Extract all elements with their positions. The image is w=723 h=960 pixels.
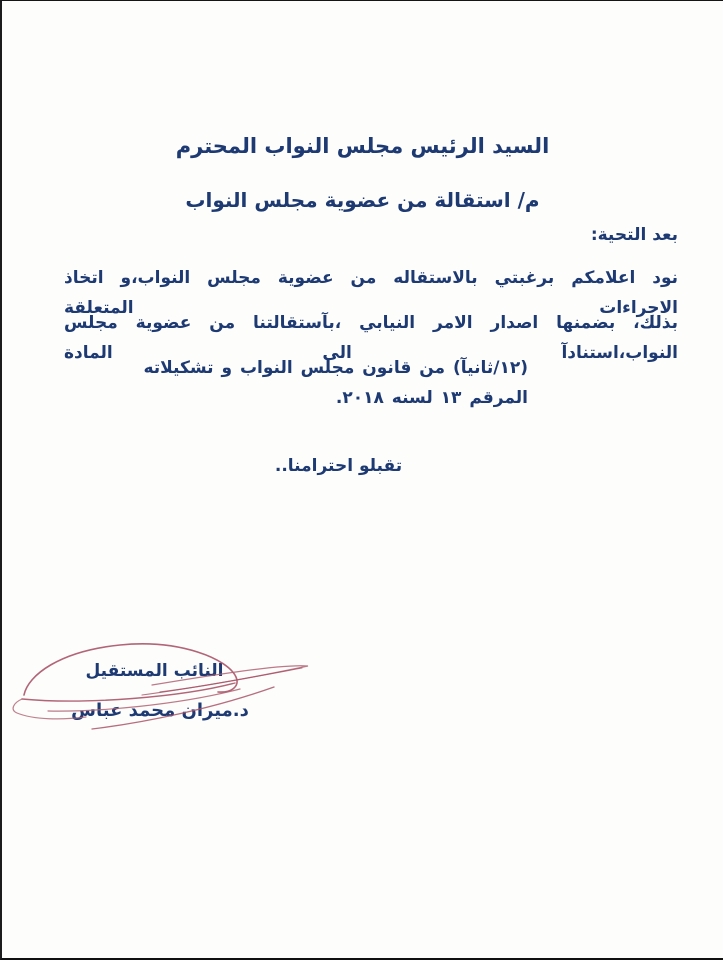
greeting-line: بعد التحية: xyxy=(590,225,678,245)
closing-line: تقبلو احترامنا.. xyxy=(274,456,403,476)
body-line: (١٢/ثانيآ) من قانون مجلس النواب و تشكيلاته المرقم ١٣ لسنه ٢٠١٨. xyxy=(143,358,528,408)
signature-title: النائب المستقيل xyxy=(85,661,224,681)
signature-name: د.ميران محمد عباس xyxy=(71,700,249,721)
subject-line: م/ استقالة من عضوية مجلس النواب xyxy=(185,188,540,212)
body-line: نود اعلامكم برغبتي بالاستقاله من عضوية مجلس النواب،و اتخاذ الاجراءات المتعلقة xyxy=(64,268,678,318)
handwritten-signature-ink xyxy=(2,633,342,748)
body-line: بذلك، بضمنها اصدار الامر النيابي ،بآستقالتنا من عضوية مجلس النواب،استنادآ الى المادة xyxy=(64,313,678,363)
recipient-line: السيد الرئيس مجلس النواب المحترم xyxy=(175,134,550,158)
